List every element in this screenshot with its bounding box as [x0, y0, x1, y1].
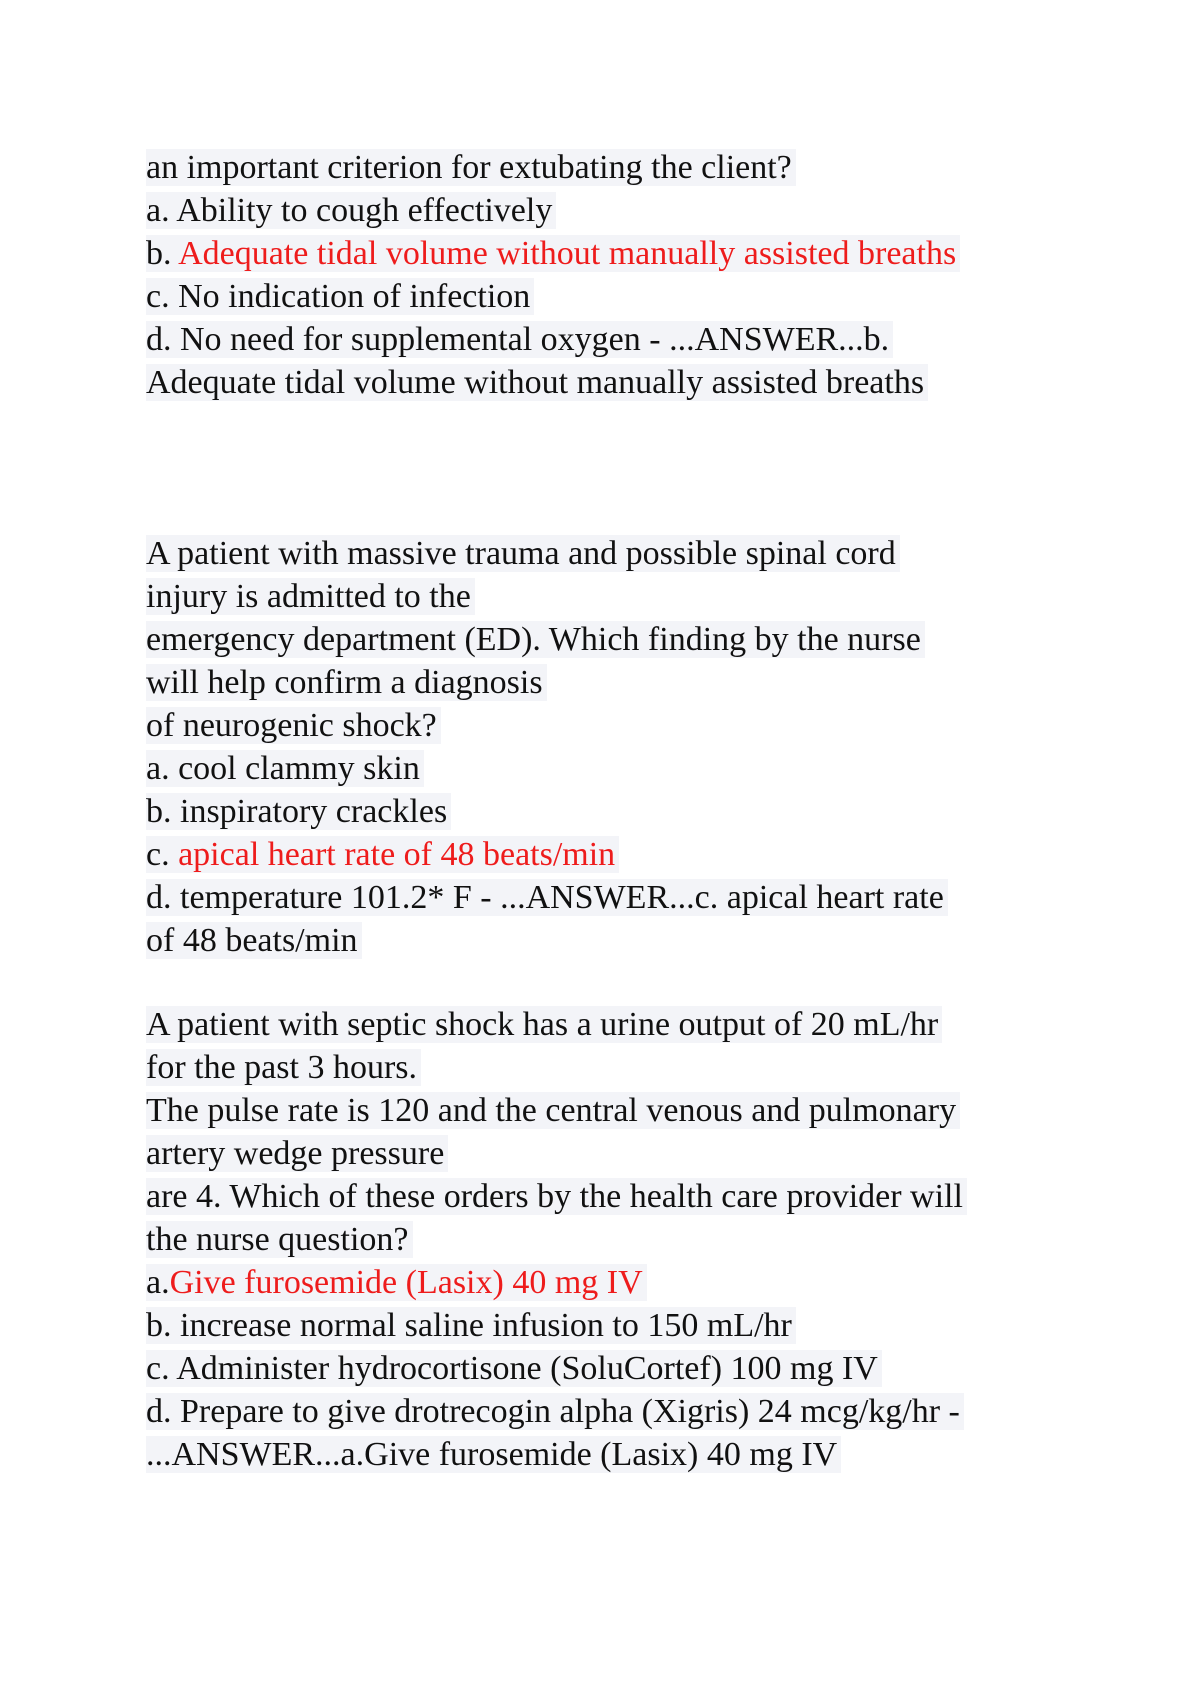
- option-letter: d.: [146, 321, 180, 358]
- question-stem-line: will help confirm a diagnosis: [146, 661, 1106, 704]
- option-letter: c.: [146, 278, 179, 315]
- option-text: No indication of infection: [178, 278, 531, 315]
- option-text: Ability to cough effectively: [176, 192, 553, 229]
- question-stem-line: The pulse rate is 120 and the central venous and pulmonary: [146, 1089, 1106, 1132]
- option-text: Prepare to give drotrecogin alpha (Xigris) 24 mcg/kg/hr -: [180, 1393, 960, 1430]
- question-stem-line: emergency department (ED). Which finding by the nurse: [146, 618, 1106, 661]
- answer-line: ...ANSWER...a.Give furosemide (Lasix) 40 mg IV: [146, 1433, 1106, 1476]
- answer-line: Adequate tidal volume without manually assisted breaths: [146, 361, 1106, 404]
- option-text: Administer hydrocortisone (SoluCortef) 100 mg IV: [176, 1350, 878, 1387]
- option-letter: b.: [146, 235, 179, 272]
- option-a: [146, 189, 1106, 232]
- question-stem-line: artery wedge pressure: [146, 1132, 1106, 1175]
- option-a: [146, 747, 1106, 790]
- option-d: [146, 1390, 1106, 1433]
- question-stem-line: the nurse question?: [146, 1218, 1106, 1261]
- question-1: [146, 146, 1106, 404]
- question-2: [146, 532, 1106, 962]
- correct-option-text: apical heart rate of 48 beats/min: [178, 836, 616, 873]
- option-text: cool clammy skin: [178, 750, 420, 787]
- option-c: [146, 833, 1106, 876]
- option-letter: b.: [146, 1307, 180, 1344]
- option-c: [146, 1347, 1106, 1390]
- option-letter: a.: [146, 1264, 170, 1301]
- question-stem-line: of neurogenic shock?: [146, 704, 1106, 747]
- question-stem-line: an important criterion for extubating the client?: [146, 146, 1106, 189]
- question-stem-line: A patient with massive trauma and possible spinal cord: [146, 532, 1106, 575]
- option-b: [146, 790, 1106, 833]
- option-c: [146, 275, 1106, 318]
- option-text: increase normal saline infusion to 150 mL/hr: [180, 1307, 792, 1344]
- option-letter: a.: [146, 192, 177, 229]
- option-b: [146, 232, 1106, 275]
- option-d: [146, 876, 1106, 919]
- question-3: [146, 1003, 1106, 1476]
- option-text: inspiratory crackles: [180, 793, 448, 830]
- option-letter: a.: [146, 750, 179, 787]
- answer-line: of 48 beats/min: [146, 919, 1106, 962]
- option-a: [146, 1261, 1106, 1304]
- question-stem-line: A patient with septic shock has a urine output of 20 mL/hr: [146, 1003, 1106, 1046]
- option-letter: c.: [146, 1350, 177, 1387]
- option-letter: c.: [146, 836, 179, 873]
- option-d: [146, 318, 1106, 361]
- option-letter: b.: [146, 793, 180, 830]
- option-letter: d.: [146, 879, 180, 916]
- option-b: [146, 1304, 1106, 1347]
- question-stem-line: for the past 3 hours.: [146, 1046, 1106, 1089]
- question-stem-line: are 4. Which of these orders by the health care provider will: [146, 1175, 1106, 1218]
- correct-option-text: Give furosemide (Lasix) 40 mg IV: [169, 1264, 643, 1301]
- option-letter: d.: [146, 1393, 180, 1430]
- option-text: temperature 101.2* F - ...ANSWER...c. apical heart rate: [180, 879, 944, 916]
- option-text: No need for supplemental oxygen - ...ANSWER...b.: [180, 321, 890, 358]
- question-stem-line: injury is admitted to the: [146, 575, 1106, 618]
- correct-option-text: Adequate tidal volume without manually assisted breaths: [178, 235, 957, 272]
